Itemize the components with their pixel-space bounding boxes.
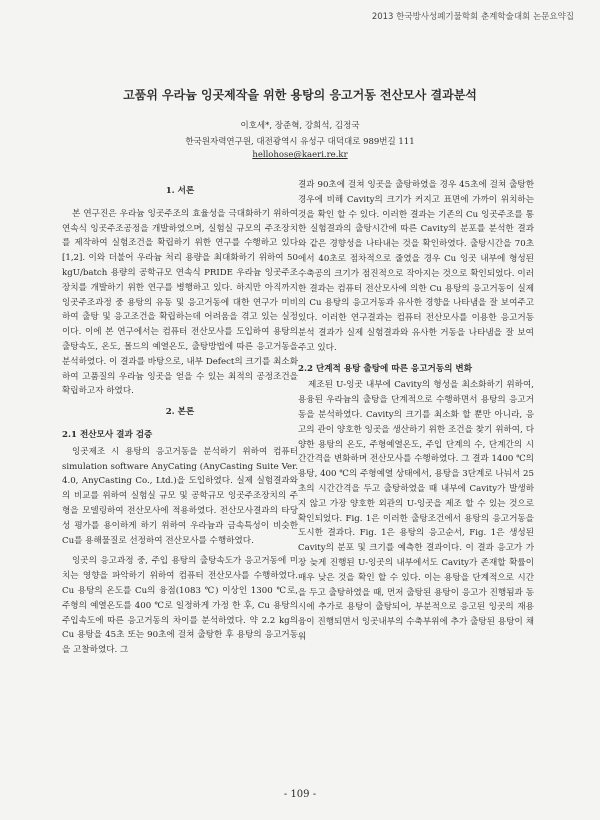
left-column [62, 178, 298, 664]
section-body-heading: 2. 본론 [165, 407, 195, 418]
body-paragraph-2: 잉곳의 응고과정 중, 주입 용탕의 출탕속도가 응고거동에 미치는 영향을 파악하기 위하여 컴퓨터 전산모사를 수행하였다. Cu 용탕의 온도를 Cu의 융점(1083 ℃) 이상인 1300 ℃로, 주형의 예열온도를 400 ℃로 일정하게 가정 한 후, Cu 용탕의 주입속도에 따른 응고거동의 차이를 분석하였다. 약 2.2 kg의 Cu 용탕을 45초 또는 90초에 걸쳐 출탕한 후 용탕의 응고거동을 고찰하였다. 그 [62, 556, 298, 656]
body-paragraph-4: 제조된 U-잉곳 내부에 Cavity의 형성을 최소화하기 위하여, 용융된 우라늄의 출탕을 단계적으로 수행하면서 용탕의 응고거동을 분석하였다. Cavity의 크기를 최소화 할 뿐만 아니라, 응고의 관이 양호한 잉곳을 생산하기 위한 조건을 찾기 위하여, 다양한 용탕의 온도, 주형예열온도, 주입 단계의 수, 단계간의 시간간격을 변화하며 전산모사를 수행하였다. 그 결과 1400 ℃의 용탕, 400 ℃의 주형예열 상태에서, 용탕을 3단계로 나눠서 25초의 시간간격을 두고 출탕하였을 때 내부에 Cavity가 발생하지 않고 가장 양호한 외관의 U-잉곳을 제조 할 수 있는 것으로 확인되었다. Fig. 1은 이러한 출탕조건에서 용탕의 응고거동을 도시한 결과다. Fig. 1은 용탕의 응고순서, Fig. 1은 생성된 Cavity의 분포 및 크기를 예측한 결과이다. 이 결과 응고가 가장 늦게 진행된 U-잉곳의 내부에서도 Cavity가 존재할 확률이 매우 낮은 것을 확인 할 수 있다. 이는 용탕을 단계적으로 시간을 두고 출탕하였을 때, 먼저 출탕된 용탕이 응고가 진행됨과 동시에 추가로 용탕이 출탕되어, 부분적으로 응고된 잉곳의 재용융이 진행되면서 잉곳내부의 수축부위에 추가 출탕된 용탕이 채워 [298, 380, 534, 642]
section-intro-heading: 1. 서론 [165, 186, 195, 196]
affiliation: 한국원자력연구원, 대전광역시 유성구 대덕대로 989번길 111 [185, 137, 415, 147]
paper-title: 고품위 우라늄 잉곳제작을 위한 용탕의 응고거동 전산모사 결과분석 [123, 88, 477, 102]
subsection-2-2-heading: 2.2 단계적 용탕 출탕에 따른 응고거동의 변화 [298, 363, 473, 374]
subsection-2-1-heading: 2.1 전산모사 결과 검증 [62, 429, 153, 440]
author-email[interactable]: hellohose@kaeri.re.kr [252, 150, 348, 160]
body-paragraph-1: 잉곳제조 시 용탕의 응고거동을 분석하기 위하여 컴퓨터 simulation software AnyCating (AnyCasting Suite Ver. 4.0, AnyCasting Co., Ltd.)을 도입하였다. 실제 실험결과와의 비교를 위하여 실험실 규모 및 공학규모 잉곳주조장치의 주형을 모델링하여 전산모사에 적용하였다. 전산모사결과의 타당성 평가를 용이하게 하기 위하여 우라늄과 금속특성이 비슷한 Cu를 용해물질로 선정하여 전산모사를 수행하였다. [62, 446, 298, 546]
right-column [298, 178, 534, 651]
authors: 이호세*, 장준혁, 강희석, 김정국 [240, 121, 360, 131]
conference-header: 2013 한국방사성폐기물학회 춘계학술대회 논문요약집 [371, 12, 574, 22]
body-paragraph-3: 결과 90초에 걸쳐 잉곳을 출탕하였을 경우 45초에 걸쳐 출탕한 경우에 비해 Cavity의 크기가 커지고 표면에 가까이 위치하는 것을 확인 할 수 있다. 이러한 결과는 기존의 Cu 잉곳주조를 통한 실험결과의 출탕시간에 따른 Cavity의 분포를 분석한 결과와 같은 경향성을 나타내는 것을 확인하였다. 출탕시간을 70초에서 40초로 점차적으로 줄였을 경우 Cu 잉곳 내부에 형성된 수축공의 크기가 점진적으로 작아지는 것으로 확인되었다. 이러한 결과는 컴퓨터 전산모사에 의한 Cu 용탕의 응고거동이 실제의 Cu 용탕의 응고거동과 유사한 경향을 나타냄을 잘 보여주고 있다. 이러한 연구결과는 컴퓨터 전산모사를 이용한 응고거동 분석 결과가 실제 실험결과와 유사한 거동을 나타냄을 잘 보여주고 있다. [298, 180, 534, 353]
page-number: - 109 - [283, 789, 317, 800]
intro-paragraph: 본 연구진은 우라늄 잉곳주조의 효율성을 극대화하기 위하여 연속식 잉곳주조공정을 개발하였으며, 실험실 규모의 주조장치를 제작하여 실험조건을 확립하기 위한 연구를 수행하고 있다 [1,2]. 이와 더불어 우라늄 처리 용량을 최대화하기 위하여 50 kgU/batch 용량의 공학규모 연속식 PRIDE 우라늄 잉곳주조장치를 개발하기 위한 연구를 병행하고 있다. 하지만 아직까지 잉곳주조과정 중 용탕의 유동 및 응고거동에 대한 연구가 미비하여 출탕 및 응고조건을 확립하는데 어려움을 겪고 있는 실정이다. 이에 본 연구에서는 컴퓨터 전산모사를 도입하여 용탕의 출탕속도, 온도, 몰드의 예열온도, 출탕방법에 따른 응고거동을 분석하였다. 이 결과를 바탕으로, 내부 Defect의 크기를 최소화하여 고품질의 우라늄 잉곳을 얻을 수 있는 최적의 공정조건을 확립하고자 하였다. [62, 208, 298, 397]
